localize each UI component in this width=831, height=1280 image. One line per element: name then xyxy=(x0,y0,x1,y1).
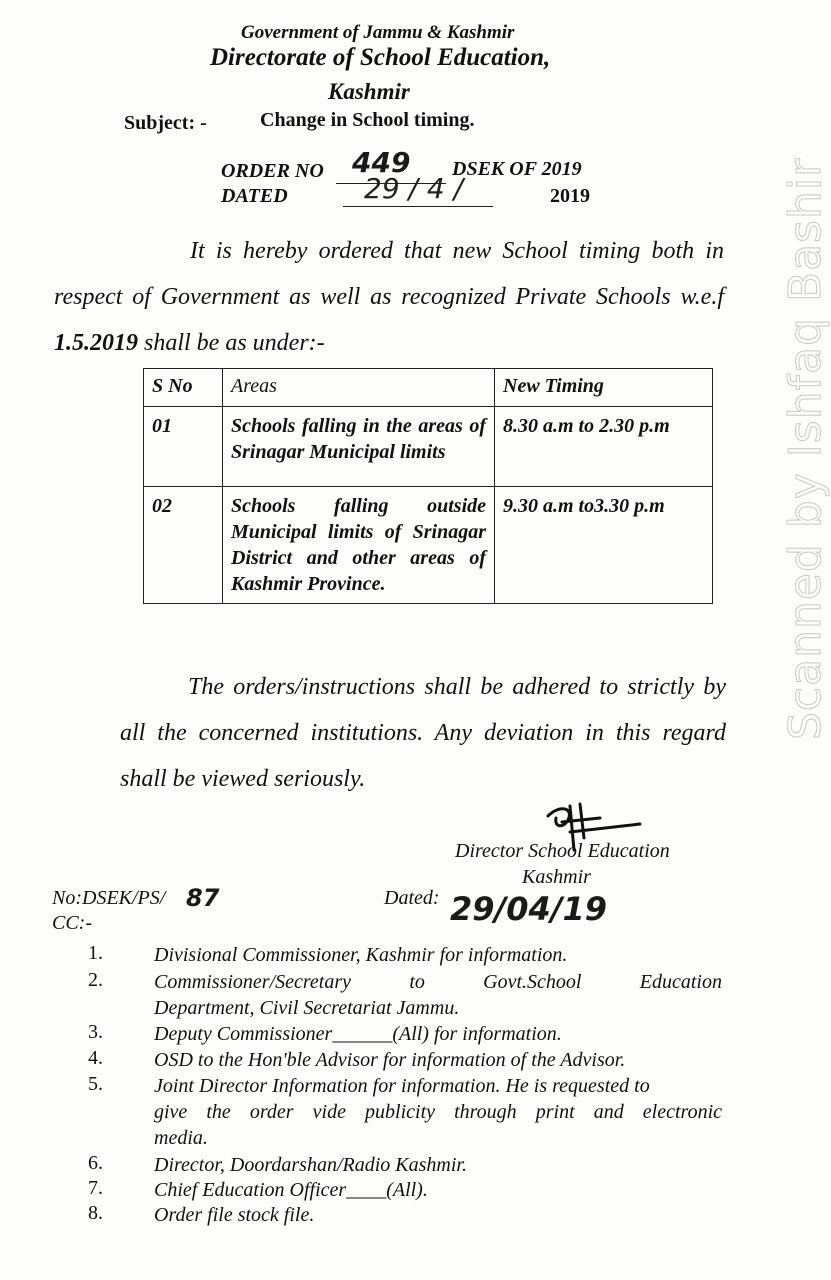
order-paragraph xyxy=(54,228,724,366)
cc-item-line: Joint Director Information for information. He is requested to xyxy=(154,1075,650,1097)
dated-label: DATED xyxy=(221,185,288,207)
cc-number: 1. xyxy=(88,942,103,964)
cc-item xyxy=(154,942,567,968)
cc-item xyxy=(154,1152,467,1178)
row-timing: 9.30 a.m to3.30 p.m xyxy=(495,487,713,604)
col-timing-header: New Timing xyxy=(495,369,713,407)
cc-item-line: give the order vide publicity through print and electronic xyxy=(154,1101,722,1123)
cc-item-line: Chief Education Officer____(All). xyxy=(154,1179,428,1201)
cc-number: 3. xyxy=(88,1021,103,1043)
cc-label: CC:- xyxy=(52,912,92,934)
cc-item xyxy=(154,1073,722,1151)
cc-item-line: Order file stock file. xyxy=(154,1204,315,1226)
cc-item-line: Deputy Commissioner______(All) for information. xyxy=(154,1023,562,1045)
row-sno: 01 xyxy=(144,407,223,487)
dispatch-dated-label: Dated: xyxy=(384,887,440,909)
cc-item-line: Director, Doordarshan/Radio Kashmir. xyxy=(154,1154,467,1176)
cc-item-line: Commissioner/Secretary to Govt.School Education xyxy=(154,971,722,993)
timing-table xyxy=(143,368,713,604)
cc-number: 6. xyxy=(88,1152,103,1174)
cc-item-line: media. xyxy=(154,1127,208,1149)
cc-item xyxy=(154,1047,625,1073)
cc-item-line: OSD to the Hon'ble Advisor for information of the Advisor. xyxy=(154,1049,626,1071)
signatory-title: Director School Education xyxy=(455,840,670,862)
header-directorate: Directorate of School Education, xyxy=(210,44,551,71)
table-row xyxy=(144,407,713,487)
cc-number: 4. xyxy=(88,1047,103,1069)
cc-item xyxy=(154,1021,562,1047)
col-areas-header: Areas xyxy=(223,369,495,407)
paragraph-text-b: shall be as under:- xyxy=(138,330,325,356)
order-suffix: DSEK OF 2019 xyxy=(452,158,582,180)
order-label: ORDER NO xyxy=(221,160,324,182)
subject-label: Subject: - xyxy=(124,112,207,134)
scanner-watermark: Scanned by Ishfaq Bashir xyxy=(780,157,831,740)
cc-number: 7. xyxy=(88,1177,103,1199)
cc-item xyxy=(154,1202,314,1228)
dispatch-number-label: No:DSEK/PS/ xyxy=(52,887,166,909)
header-kashmir: Kashmir xyxy=(328,79,410,104)
effective-date: 1.5.2019 xyxy=(54,330,138,356)
order-number-handwritten: 449 xyxy=(352,146,411,179)
row-timing: 8.30 a.m to 2.30 p.m xyxy=(495,407,713,487)
dated-underline xyxy=(343,206,493,207)
col-sno-header: S No xyxy=(144,369,223,407)
signatory-office: Kashmir xyxy=(522,866,591,888)
subject-text: Change in School timing. xyxy=(260,109,475,131)
row-sno: 02 xyxy=(144,487,223,604)
dated-handwritten: 29 / 4 / xyxy=(364,172,464,205)
compliance-paragraph: The orders/instructions shall be adhered to strictly by all the concerned institutions. Any deviation in this regard shall be viewed seriously. xyxy=(120,674,726,792)
cc-item xyxy=(154,1177,428,1203)
cc-number: 8. xyxy=(88,1202,103,1224)
dispatch-date-handwritten: 29/04/19 xyxy=(450,890,607,928)
cc-number: 5. xyxy=(88,1073,103,1095)
table-header-row xyxy=(144,369,713,407)
header-government: Government of Jammu & Kashmir xyxy=(241,22,515,43)
dated-year: 2019 xyxy=(550,185,590,207)
row-area: Schools falling outside Municipal limits of Srinagar District and other areas of Kashmir Province. xyxy=(223,487,495,604)
dispatch-number-handwritten: 87 xyxy=(186,884,220,912)
cc-number: 2. xyxy=(88,969,103,991)
table-row xyxy=(144,487,713,604)
cc-item xyxy=(154,969,722,1021)
cc-item-line: Department, Civil Secretariat Jammu. xyxy=(154,997,460,1019)
paragraph-text-a: It is hereby ordered that new School timing both in respect of Government as well as recognized Private Schools w.e.f xyxy=(54,238,724,310)
row-area: Schools falling in the areas of Srinagar Municipal limits xyxy=(223,407,495,487)
cc-item-line: Divisional Commissioner, Kashmir for information. xyxy=(154,944,568,966)
